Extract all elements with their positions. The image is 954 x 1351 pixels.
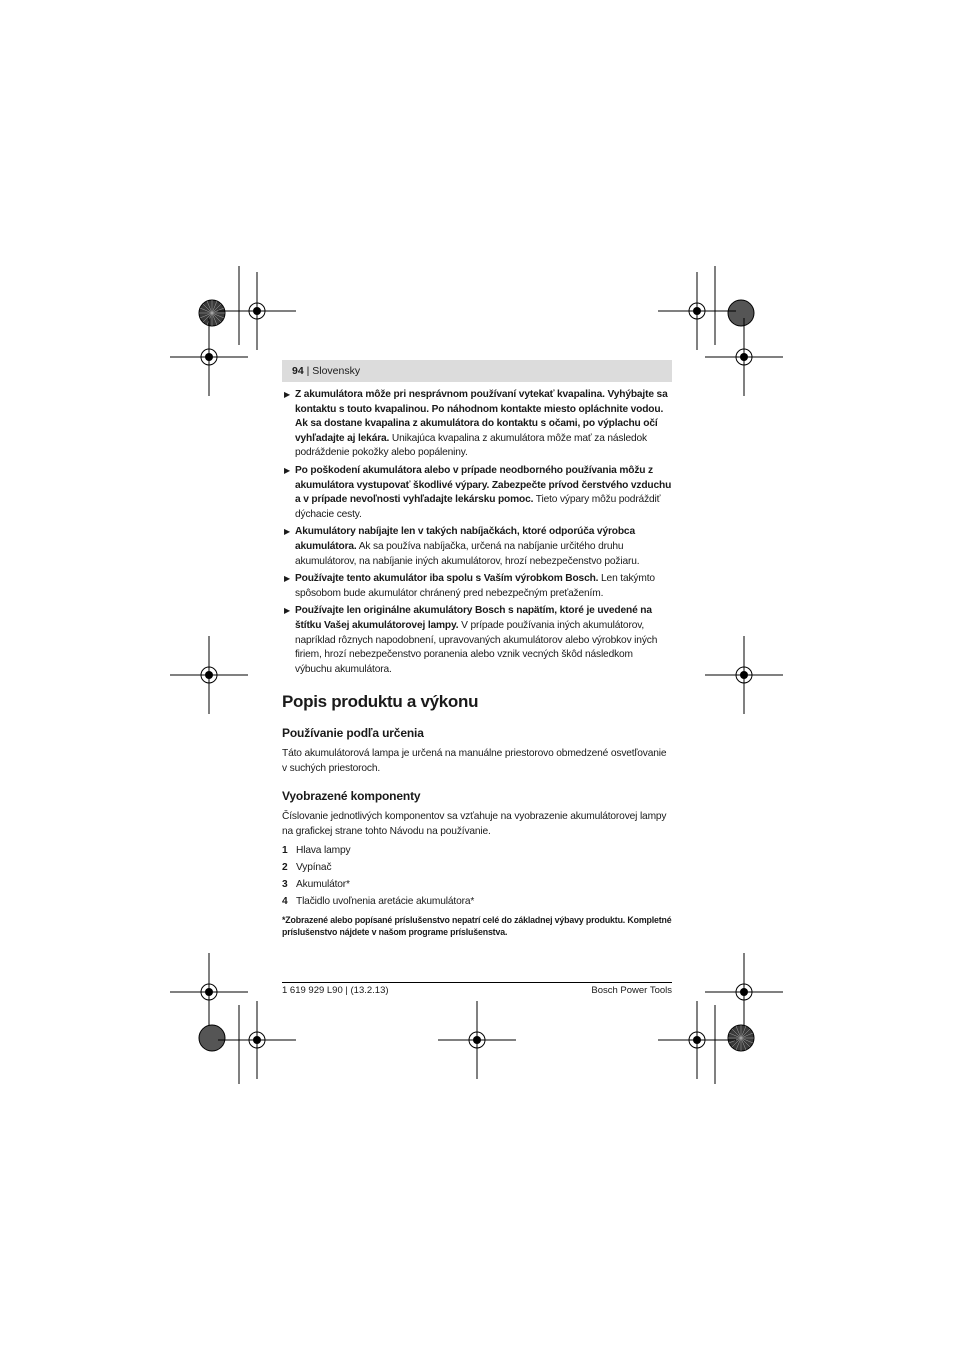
warning-text: Unikajúca kvapalina z akumulátora môže mať za následok podráždenie pokožky alebo popáleniny.	[295, 432, 647, 459]
list-item	[282, 860, 672, 877]
components-intro: Číslovanie jednotlivých komponentov sa vzťahuje na vyobrazenie akumulátorovej lampy na grafickej strane tohto Návodu na používanie.	[282, 811, 667, 838]
warning-bold-text: Po poškodení akumulátora alebo v prípade neodborného používania môžu z akumulátora vystupovať škodlivé výpary. Zabezpečte prívod čerstvého vzduchu a v prípade nevoľnosti vyhľadajte lekársku pomoc.	[295, 464, 672, 506]
footer-divider	[282, 982, 672, 983]
registration-dot-icon	[199, 1025, 225, 1051]
list-item	[282, 877, 672, 894]
item-label: Hlava lampy	[296, 844, 351, 856]
warning-bold-text: Používajte len originálne akumulátory Bosch s napätím, ktoré je uvedené na štítku Vašej akumulátorovej lampy.	[295, 605, 652, 631]
registration-cross-icon	[705, 636, 783, 714]
registration-cross-icon	[705, 953, 783, 1031]
footer-doc-code: 1 619 929 L90 | (13.2.13)	[282, 985, 389, 996]
registration-cross-icon	[170, 636, 248, 714]
registration-cross-icon	[218, 1001, 296, 1079]
safety-warning	[282, 464, 672, 522]
footer-brand: Bosch Power Tools	[591, 985, 672, 996]
bullet-arrow-icon: ▶	[284, 527, 291, 537]
bullet-arrow-icon: ▶	[284, 465, 291, 475]
registration-dot-icon	[728, 300, 754, 326]
safety-warning	[282, 572, 672, 601]
warning-text: V prípade používania iných akumulátorov, napríklad rôznych napodobnení, upravovaných akumulátorov alebo výrobkov iných firiem, hrozí nebezpečenstvo poranenia alebo vznik vecných škôd následkom výbuchu akumulátora.	[295, 619, 658, 675]
registration-cross-icon	[705, 318, 783, 396]
page-content	[282, 388, 672, 939]
registration-star-icon	[199, 300, 225, 326]
registration-star-icon	[728, 1025, 754, 1051]
list-item	[282, 894, 672, 911]
header-separator: |	[303, 365, 313, 377]
registration-cross-icon	[438, 1001, 516, 1079]
bullet-arrow-icon: ▶	[284, 390, 291, 399]
header-language: Slovensky	[312, 365, 361, 377]
item-number: 1	[282, 844, 288, 856]
item-label: Tlačidlo uvoľnenia aretácie akumulátora*	[296, 895, 475, 907]
components-list	[282, 843, 672, 911]
safety-warning	[282, 525, 672, 569]
item-label: Vypínač	[296, 861, 332, 873]
warning-bold-text: Akumulátory nabíjajte len v takých nabíjačkách, ktoré odporúča výrobca akumulátora.	[295, 526, 635, 552]
safety-warning	[282, 604, 672, 677]
accessories-footnote: *Zobrazené alebo popísané príslušenstvo nepatrí celé do základnej výbavy produktu. Kompletné príslušenstvo nájdete v našom programe príslušenstva.	[282, 914, 672, 938]
registration-cross-icon	[170, 318, 248, 396]
item-number: 2	[282, 861, 288, 873]
list-item	[282, 843, 672, 860]
item-label: Akumulátor*	[296, 878, 350, 890]
section-title: Popis produktu a výkonu	[282, 692, 479, 712]
registration-cross-icon	[658, 272, 736, 350]
registration-cross-icon	[170, 953, 248, 1031]
item-number: 3	[282, 878, 288, 890]
warning-text: Tieto výpary môžu podráždiť dýchacie cesty.	[295, 494, 661, 520]
registration-cross-icon	[218, 272, 296, 350]
warning-text: Len takýmto spôsobom bude akumulátor chránený pred nebezpečným preťažením.	[295, 573, 655, 599]
intended-use-text: Táto akumulátorová lampa je určená na manuálne priestorovo obmedzené osvetľovanie v suchých priestoroch.	[282, 748, 667, 774]
page-header	[282, 360, 672, 382]
warning-bold-text: Z akumulátora môže pri nesprávnom používaní vytekať kvapalina. Vyhýbajte sa kontaktu s touto kvapalinou. Po náhodnom kontakte miesto opláchnite vodou. Ak sa dostane kvapalina z akumulátora do kontaktu s očami, po výplachu očí vyhľadajte aj lekára.	[295, 389, 668, 444]
subsection-heading: Vyobrazené komponenty	[282, 789, 421, 804]
safety-warning	[282, 388, 672, 461]
subsection-heading: Používanie podľa určenia	[282, 726, 424, 741]
page-number: 94	[292, 365, 304, 377]
bullet-arrow-icon: ▶	[284, 574, 291, 584]
warning-bold-text: Používajte tento akumulátor iba spolu s Vaším výrobkom Bosch.	[295, 573, 599, 585]
registration-cross-icon	[658, 1001, 736, 1079]
item-number: 4	[282, 895, 288, 907]
bullet-arrow-icon: ▶	[284, 606, 291, 616]
warning-text: Ak sa používa nabíjačka, určená na nabíjanie určitého druhu akumulátorov, na nabíjanie iných akumulátorov, hrozí nebezpečenstvo požiaru.	[295, 540, 640, 567]
